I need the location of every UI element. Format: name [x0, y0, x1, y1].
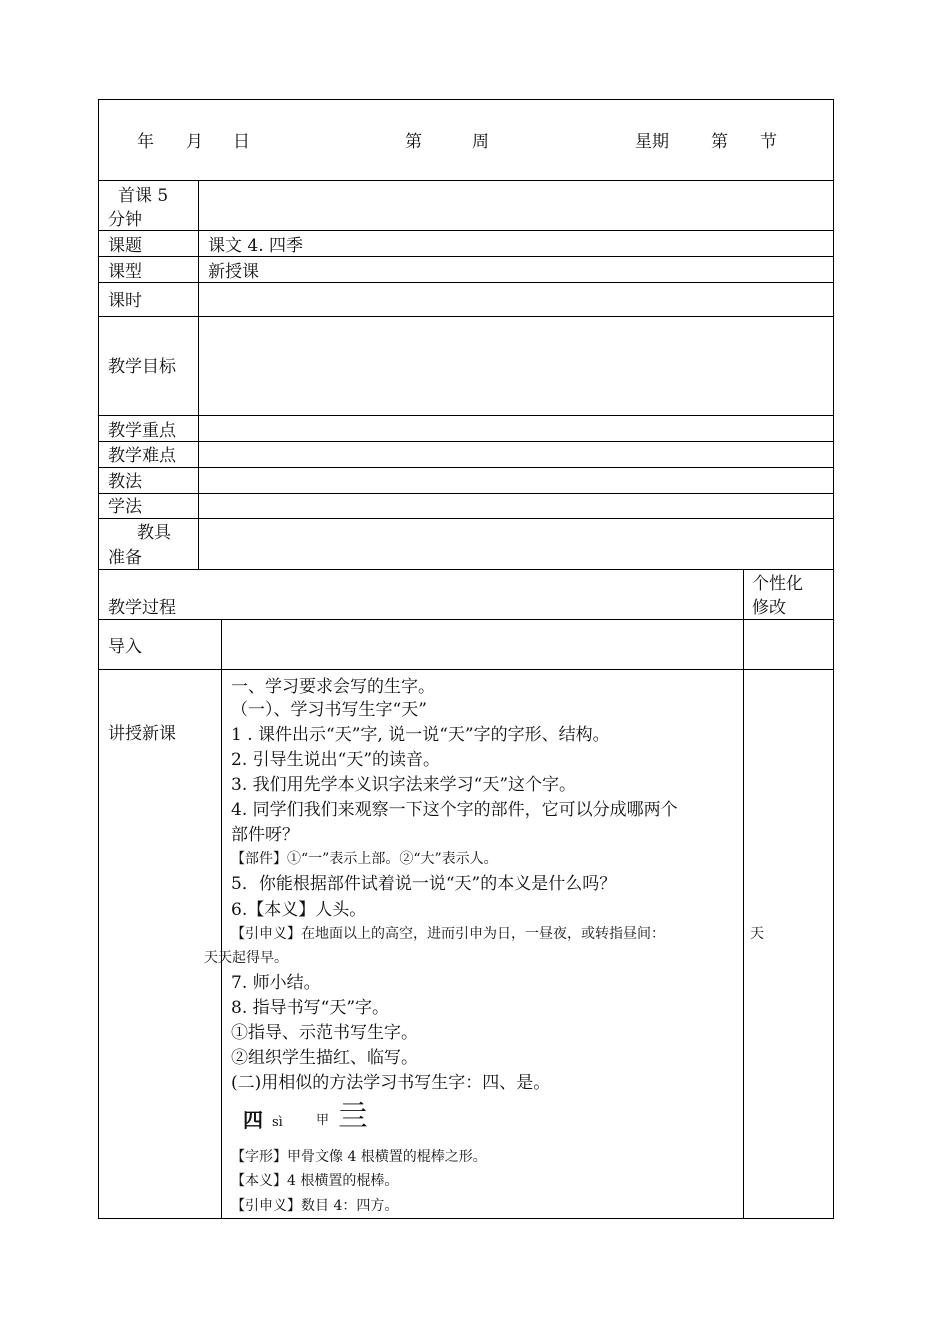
tools-label: 教具 — [137, 523, 171, 543]
row-divider — [98, 415, 834, 416]
tools-label-2: 准备 — [108, 548, 142, 568]
row-divider — [98, 230, 834, 231]
content-line: 7. 师小结。 — [231, 973, 321, 993]
content-line-tail: 天 — [750, 926, 764, 942]
personalize-label-2: 修改 — [752, 598, 786, 618]
personalize-label: 个性化 — [752, 574, 803, 594]
hours-label: 课时 — [108, 291, 142, 311]
key-points-label: 教学重点 — [108, 421, 176, 441]
row-divider — [98, 493, 834, 494]
header-di2: 第 — [711, 132, 728, 152]
content-line: 【引申义】数目 4：四方。 — [231, 1198, 399, 1214]
content-line: 【部件】①“一”表示上部。②“大”表示人。 — [231, 851, 498, 867]
first-class-label: 首课 5 — [118, 186, 169, 206]
goals-label: 教学目标 — [108, 357, 176, 377]
row-divider — [98, 282, 834, 283]
content-line: 部件呀？ — [231, 825, 299, 845]
row-divider — [98, 316, 834, 317]
content-line: （一）、学习书写生字“天” — [231, 700, 427, 720]
header-week: 周 — [472, 132, 489, 152]
row-divider — [98, 180, 834, 181]
content-line: 2. 引导生说出“天”的读音。 — [231, 750, 441, 770]
difficulty-label: 教学难点 — [108, 446, 176, 466]
content-line: 1 . 课件出示“天”字, 说一说“天”字的字形、结构。 — [231, 725, 610, 745]
content-line: 【本义】4 根横置的棍棒。 — [231, 1173, 399, 1189]
char-jia: 甲 — [316, 1113, 330, 1128]
header-period: 节 — [760, 132, 777, 152]
header-di: 第 — [405, 132, 422, 152]
lesson-label: 讲授新课 — [108, 724, 176, 744]
row-divider — [98, 669, 834, 670]
content-line: 6.【本义】人头。 — [231, 900, 367, 920]
content-line: 5．你能根据部件试着说一说“天”的本义是什么吗？ — [231, 874, 617, 894]
char-pinyin: sì — [272, 1115, 283, 1130]
content-line: ①指导、示范书写生字。 — [231, 1023, 418, 1043]
row-divider — [98, 441, 834, 442]
header-year: 年 — [137, 132, 154, 152]
row-divider — [98, 619, 834, 620]
content-line: 【引申义】在地面以上的高空，进而引申为日，一昼夜，或转指昼间： — [231, 926, 665, 942]
content-line: ②组织学生描红、临写。 — [231, 1048, 418, 1068]
col-divider — [743, 569, 744, 1219]
header-day: 日 — [233, 132, 250, 152]
topic-label: 课题 — [108, 236, 142, 256]
process-label: 教学过程 — [108, 598, 176, 618]
header-month: 月 — [186, 132, 203, 152]
row-divider — [98, 518, 834, 519]
study-method-label: 学法 — [108, 497, 142, 517]
teaching-method-label: 教法 — [108, 472, 142, 492]
type-label: 课型 — [108, 262, 142, 282]
header-weekday: 星期 — [635, 132, 669, 152]
row-divider — [98, 467, 834, 468]
content-line: 3. 我们用先学本义识字法来学习“天”这个字。 — [231, 775, 577, 795]
type-value: 新授课 — [208, 262, 259, 282]
content-line: (二)用相似的方法学习书写生字：四、是。 — [231, 1073, 551, 1093]
content-line: 一、学习要求会写的生字。 — [231, 677, 435, 697]
col-divider — [198, 180, 199, 569]
content-line: 天天起得早。 — [204, 950, 288, 966]
char-big: 四 — [243, 1108, 263, 1132]
row-divider — [98, 569, 834, 570]
topic-value: 课文 4. 四季 — [208, 236, 304, 256]
content-line: 【字形】甲骨文像 4 根横置的棍棒之形。 — [231, 1149, 487, 1165]
row-divider — [98, 256, 834, 257]
intro-label: 导入 — [108, 637, 142, 657]
oracle-char: 亖 — [338, 1099, 368, 1134]
content-line: 8. 指导书写“天”字。 — [231, 998, 390, 1018]
content-line: 4. 同学们我们来观察一下这个字的部件，它可以分成哪两个 — [231, 800, 678, 820]
first-class-label-2: 分钟 — [108, 210, 142, 230]
col-divider — [221, 619, 222, 1219]
